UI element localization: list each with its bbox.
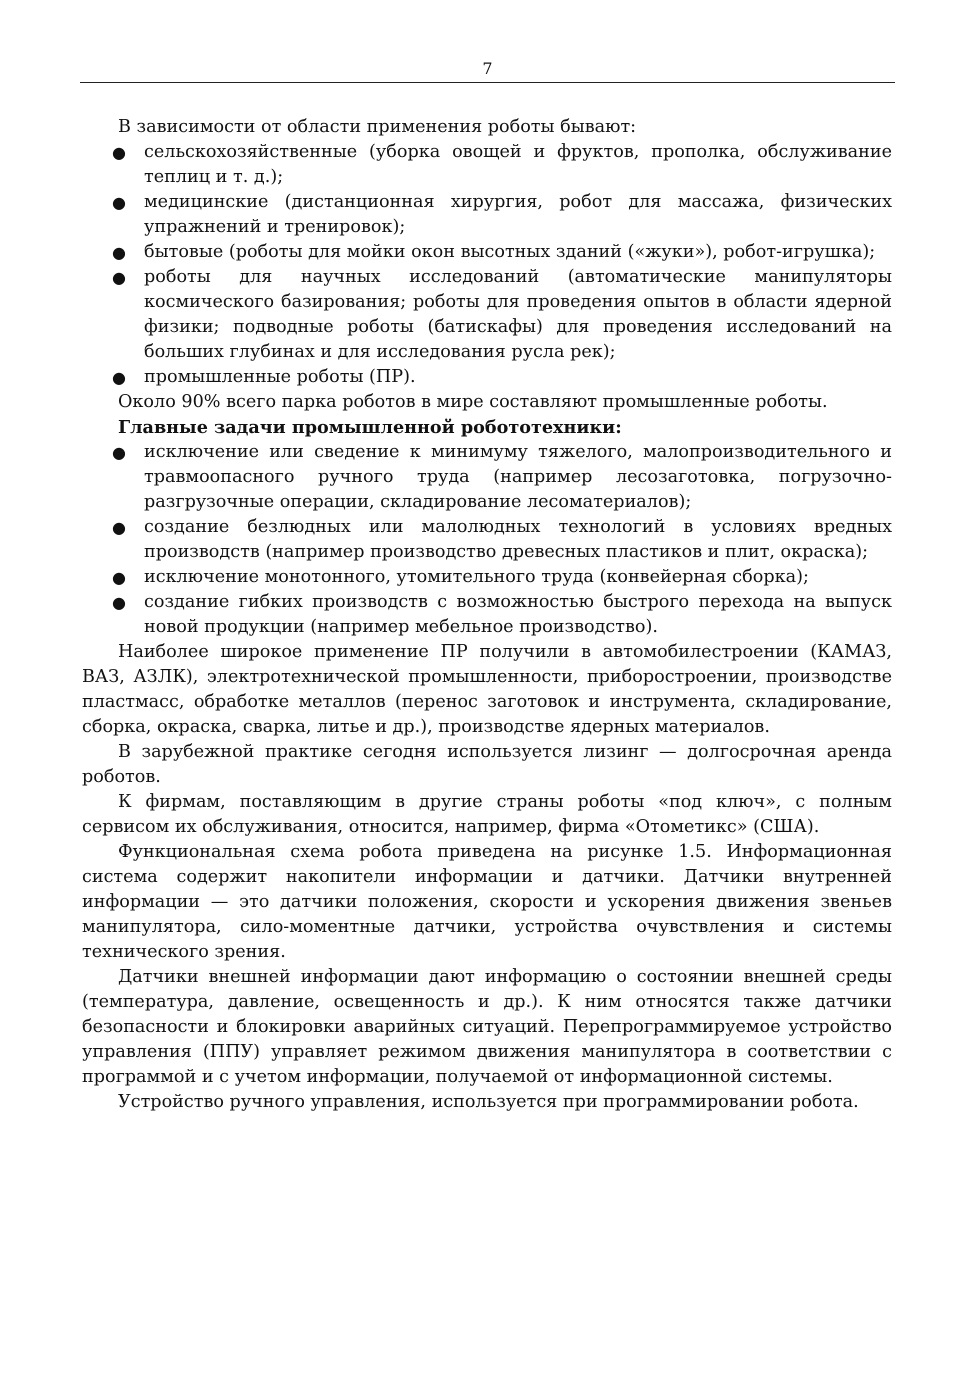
body-paragraph: Датчики внешней информации дают информацию о состоянии внешней среды (температура, давление, освещенность и др.). К ним относятся также датчики безопасности и блокировки аварийных ситуаций. Перепрограммируемое устройство управления (ППУ) управляет режимом движения манипулятора в соответствии с программой и с учетом информации, получаемой от информационной системы. <box>82 967 892 1087</box>
bullet-icon: ● <box>112 143 126 162</box>
bullet-icon: ● <box>112 568 126 587</box>
body-paragraph: В зарубежной практике сегодня используется лизинг — долгосрочная аренда роботов. <box>82 742 892 787</box>
application-list <box>82 140 892 390</box>
list-item: ● исключение или сведение к минимуму тяжелого, малопроизводительного и травмоопасного ручного труда (например лесозаготовка, погрузочно-разгрузочные операции, складирование лесоматериалов); <box>112 442 892 512</box>
list-item: ● сельскохозяйственные (уборка овощей и фруктов, прополка, обслуживание теплиц и т. д.); <box>112 142 892 187</box>
bullet-icon: ● <box>112 268 126 287</box>
bullet-icon: ● <box>112 593 126 612</box>
list-item: ● создание гибких производств с возможностью быстрого перехода на выпуск новой продукции (например мебельное производство). <box>112 592 892 637</box>
list-item: ● промышленные роботы (ПР). <box>82 365 892 390</box>
bullet-icon: ● <box>112 443 126 462</box>
share-statement: Около 90% всего парка роботов в мире составляют промышленные роботы. <box>118 392 828 412</box>
body-paragraph: Наиболее широкое применение ПР получили в автомобилестроении (КАМАЗ, ВАЗ, АЗЛК), электротехнической промышленности, приборостроении, производстве пластмасс, обработке металлов (перенос заготовок и инструмента, складирование, сборка, окраска, сварка, литье и др.), производстве ядерных материалов. <box>82 642 892 737</box>
page-number: 7 <box>482 59 493 78</box>
page-body <box>82 115 892 1115</box>
tasks-list <box>82 440 892 640</box>
list-item: ● медицинские (дистанционная хирургия, робот для массажа, физических упражнений и тренировок); <box>112 192 892 237</box>
tasks-heading: Главные задачи промышленной робототехники: <box>118 417 622 438</box>
bullet-icon: ● <box>112 243 126 262</box>
list-item: ● роботы для научных исследований (автоматические манипуляторы космического базирования; роботы для проведения опытов в области ядерной физики; подводные роботы (батискафы) для проведения исследований на больших глубинах и для исследования русла рек); <box>112 267 892 362</box>
page-header <box>80 58 895 83</box>
bullet-icon: ● <box>112 518 126 537</box>
bullet-icon: ● <box>112 193 126 212</box>
list-item: ● бытовые (роботы для мойки окон высотных зданий («жуки»), робот-игрушка); <box>82 240 892 265</box>
body-paragraph: Устройство ручного управления, используется при программировании робота. <box>118 1092 859 1112</box>
intro-paragraph: В зависимости от области применения роботы бывают: <box>118 117 637 137</box>
list-item: ● создание безлюдных или малолюдных технологий в условиях вредных производств (например производство древесных пластиков и плит, окраска); <box>112 517 892 562</box>
list-item: ● исключение монотонного, утомительного труда (конвейерная сборка); <box>82 565 892 590</box>
bullet-icon: ● <box>112 368 126 387</box>
body-paragraph: К фирмам, поставляющим в другие страны роботы «под ключ», с полным сервисом их обслуживания, относится, например, фирма «Отометикс» (США). <box>82 792 892 837</box>
body-paragraph: Функциональная схема робота приведена на рисунке 1.5. Информационная система содержит накопители информации и датчики. Датчики внутренней информации — это датчики положения, скорости и ускорения движения звеньев манипулятора, сило-моментные датчики, устройства очувствления и системы технического зрения. <box>82 842 892 962</box>
